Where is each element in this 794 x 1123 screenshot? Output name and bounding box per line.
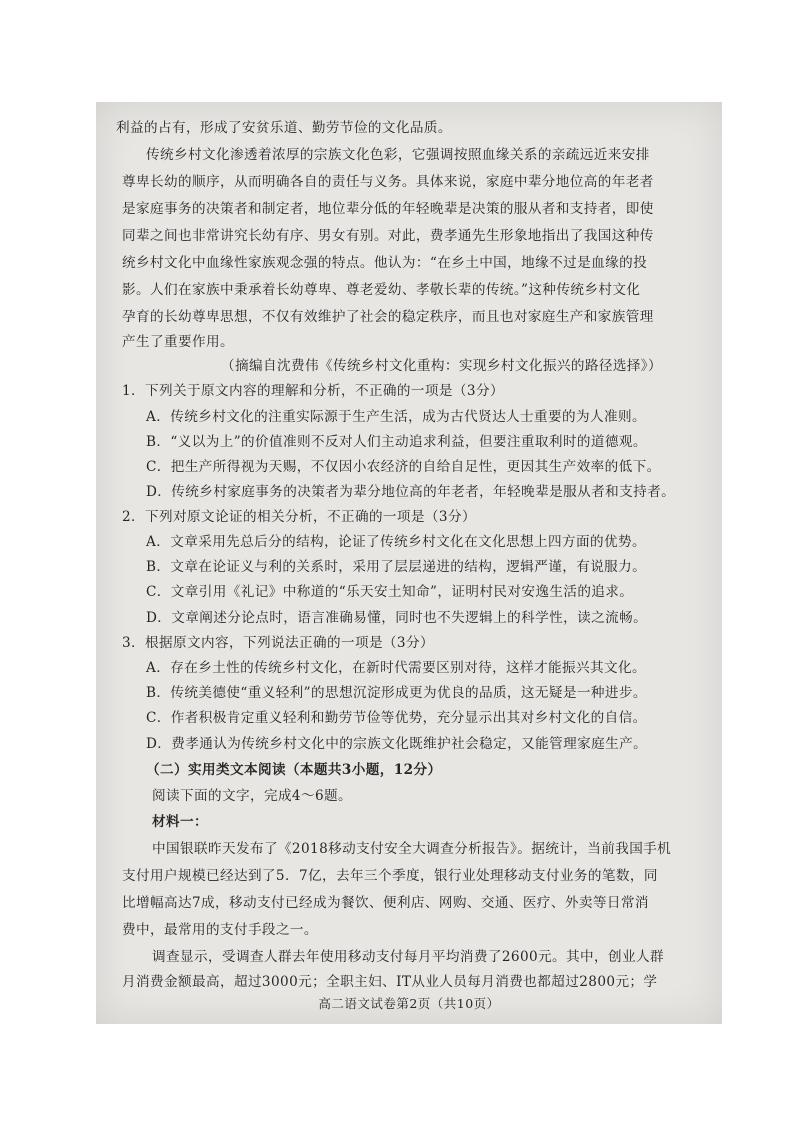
section-2-title: （二）实用类文本阅读（本题共3小题，12分）: [146, 762, 442, 778]
material-line: 中国银联昨天发布了《2018移动支付安全大调查分析报告》。据统计，当前我国手机: [152, 841, 672, 857]
section-2-instruction: 阅读下面的文字，完成4～6题。: [152, 788, 353, 804]
passage-line: 利益的占有，形成了安贫乐道、勤劳节俭的文化品质。: [116, 120, 452, 136]
question-2-option-b: B．文章在论证义与利的关系时，采用了层层递进的结构，逻辑严谨，有说服力。: [146, 559, 647, 575]
passage-line: 影。人们在家族中秉承着长幼尊卑、尊老爱幼、孝敬长辈的传统。”这种传统乡村文化: [122, 282, 641, 298]
passage-line: 传统乡村文化渗透着浓厚的宗族文化色彩，它强调按照血缘关系的亲疏远近来安排: [146, 147, 650, 163]
material-line: 费中，最常用的支付手段之一。: [122, 922, 318, 938]
question-3-stem: 3．根据原文内容，下列说法正确的一项是（3分）: [122, 635, 434, 651]
passage-line: 是家庭事务的决策者和制定者，地位辈分低的年轻晚辈是决策的服从者和支持者，即使: [122, 201, 654, 217]
question-3-option-a: A．存在乡土性的传统乡村文化，在新时代需要区别对待，这样才能振兴其文化。: [146, 660, 646, 676]
question-1-option-d: D．传统乡村家庭事务的决策者为辈分地位高的年老者，年轻晚辈是服从者和支持者。: [146, 484, 676, 500]
material-line: 调查显示，受调查人群去年使用移动支付每月平均消费了2600元。其中，创业人群: [152, 949, 664, 965]
exam-page: [96, 102, 722, 1024]
question-3-option-c: C．作者积极肯定重义轻利和勤劳节俭等优势，充分显示出其对乡村文化的自信。: [146, 710, 647, 726]
passage-line: 同辈之间也非常讲究长幼有序、男女有别。对此，费孝通先生形象地指出了我国这种传: [122, 228, 654, 244]
question-1-option-a: A．传统乡村文化的注重实际源于生产生活，成为古代贤达人士重要的为人准则。: [146, 409, 646, 425]
page-footer: 高二语文试卷第2页（共10页）: [318, 996, 500, 1011]
question-3-option-b: B．传统美德使“重义轻利”的思想沉淀形成更为优良的品质，这无疑是一种进步。: [146, 685, 647, 701]
material-1-label: 材料一：: [152, 814, 208, 830]
question-1-option-b: B．“义以为上”的价值准则不反对人们主动追求利益，但要注重取利时的道德观。: [146, 434, 647, 450]
question-1-stem: 1．下列关于原文内容的理解和分析，不正确的一项是（3分）: [122, 383, 504, 399]
question-1-option-c: C．把生产所得视为天赐，不仅因小农经济的自给自足性，更因其生产效率的低下。: [146, 459, 661, 475]
passage-line: 产生了重要作用。: [122, 334, 234, 350]
material-line: 月消费金额最高，超过3000元；全职主妇、IT从业人员每月消费也都超过2800元；学: [122, 974, 658, 990]
passage-line: 统乡村文化中血缘性家族观念强的特点。他认为：“在乡土中国，地缘不过是血缘的投: [122, 255, 648, 271]
question-2-option-c: C．文章引用《礼记》中称道的“乐天安土知命”，证明村民对安逸生活的追求。: [146, 584, 634, 600]
question-2-option-d: D．文章阐述分论点时，语言准确易懂，同时也不失逻辑上的科学性，读之流畅。: [146, 610, 648, 626]
passage-line: 孕育的长幼尊卑思想，不仅有效维护了社会的稳定秩序，而且也对家庭生产和家族管理: [122, 309, 654, 325]
question-2-option-a: A．文章采用先总后分的结构，论证了传统乡村文化在文化思想上四方面的优势。: [146, 534, 646, 550]
material-line: 比增幅高达7成，移动支付已经成为餐饮、便利店、网购、交通、医疗、外卖等日常消: [122, 895, 649, 911]
question-3-option-d: D．费孝通认为传统乡村文化中的宗族文化既维护社会稳定，又能管理家庭生产。: [146, 736, 648, 752]
question-2-stem: 2．下列对原文论证的相关分析，不正确的一项是（3分）: [122, 509, 476, 525]
source-citation: （摘编自沈费伟《传统乡村文化重构：实现乡村文化振兴的路径选择》）: [221, 358, 662, 374]
material-line: 支付用户规模已经达到了5．7亿，去年三个季度，银行业处理移动支付业务的笔数，同: [122, 868, 658, 884]
passage-line: 尊卑长幼的顺序，从而明确各自的责任与义务。具体来说，家庭中辈分地位高的年老者: [122, 174, 654, 190]
